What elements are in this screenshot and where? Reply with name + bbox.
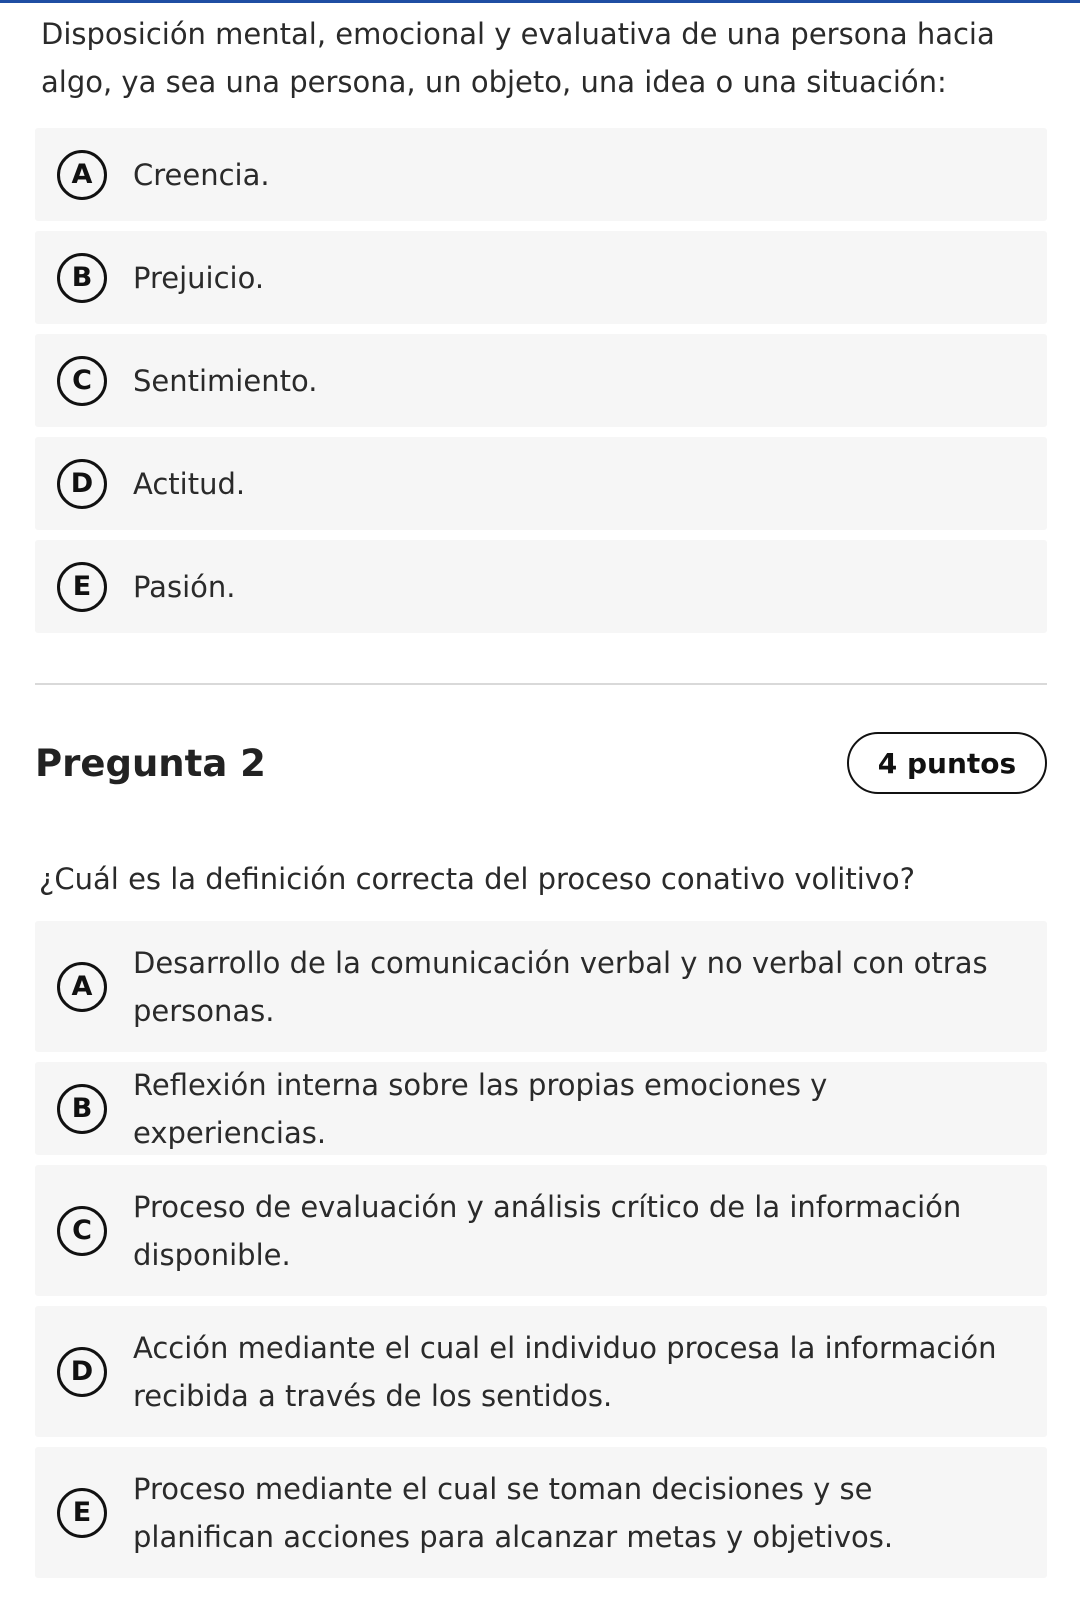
q1-option-c[interactable] (35, 334, 1047, 427)
question-2-title: Pregunta 2 (35, 741, 266, 785)
option-text: Sentimiento. (133, 363, 318, 398)
option-letter-badge: C (57, 356, 107, 406)
question-1-text: Disposición mental, emocional y evaluativa de una persona hacia algo, ya sea una persona, un objeto, una idea o una situación: (41, 17, 995, 99)
option-letter-badge: E (57, 1488, 107, 1538)
q1-option-a[interactable] (35, 128, 1047, 221)
option-letter-badge: E (57, 562, 107, 612)
option-text: Creencia. (133, 157, 270, 192)
option-text: Acción mediante el cual el individuo procesa la información recibida a través de los sentidos. (133, 1330, 997, 1413)
option-letter-badge: C (57, 1206, 107, 1256)
q1-option-b[interactable] (35, 231, 1047, 324)
option-letter-badge: B (57, 253, 107, 303)
q2-option-e[interactable] (35, 1447, 1047, 1578)
option-text: Prejuicio. (133, 260, 265, 295)
points-badge: 4 puntos (847, 732, 1047, 794)
quiz-container (35, 0, 1047, 1588)
option-text: Actitud. (133, 466, 246, 501)
question-2-header (35, 731, 1047, 795)
option-text: Desarrollo de la comunicación verbal y no verbal con otras personas. (133, 945, 988, 1028)
option-text: Pasión. (133, 569, 236, 604)
option-text: Proceso de evaluación y análisis crítico de la información disponible. (133, 1189, 962, 1272)
question-2-text: ¿Cuál es la definición correcta del proceso conativo volitivo? (39, 862, 916, 896)
option-letter-badge: A (57, 150, 107, 200)
option-text: Reflexión interna sobre las propias emociones y experiencias. (133, 1067, 828, 1150)
q1-option-e[interactable] (35, 540, 1047, 633)
question-1-options (35, 128, 1047, 633)
q2-option-b[interactable] (35, 1062, 1047, 1155)
q2-option-a[interactable] (35, 921, 1047, 1052)
q2-option-c[interactable] (35, 1165, 1047, 1296)
q1-option-d[interactable] (35, 437, 1047, 530)
question-divider (35, 683, 1047, 685)
option-letter-badge: B (57, 1084, 107, 1134)
q2-option-d[interactable] (35, 1306, 1047, 1437)
question-2-options (35, 921, 1047, 1578)
option-text: Proceso mediante el cual se toman decisiones y se planifican acciones para alcanzar metas y objetivos. (133, 1471, 894, 1554)
option-letter-badge: D (57, 459, 107, 509)
option-letter-badge: D (57, 1347, 107, 1397)
option-letter-badge: A (57, 962, 107, 1012)
